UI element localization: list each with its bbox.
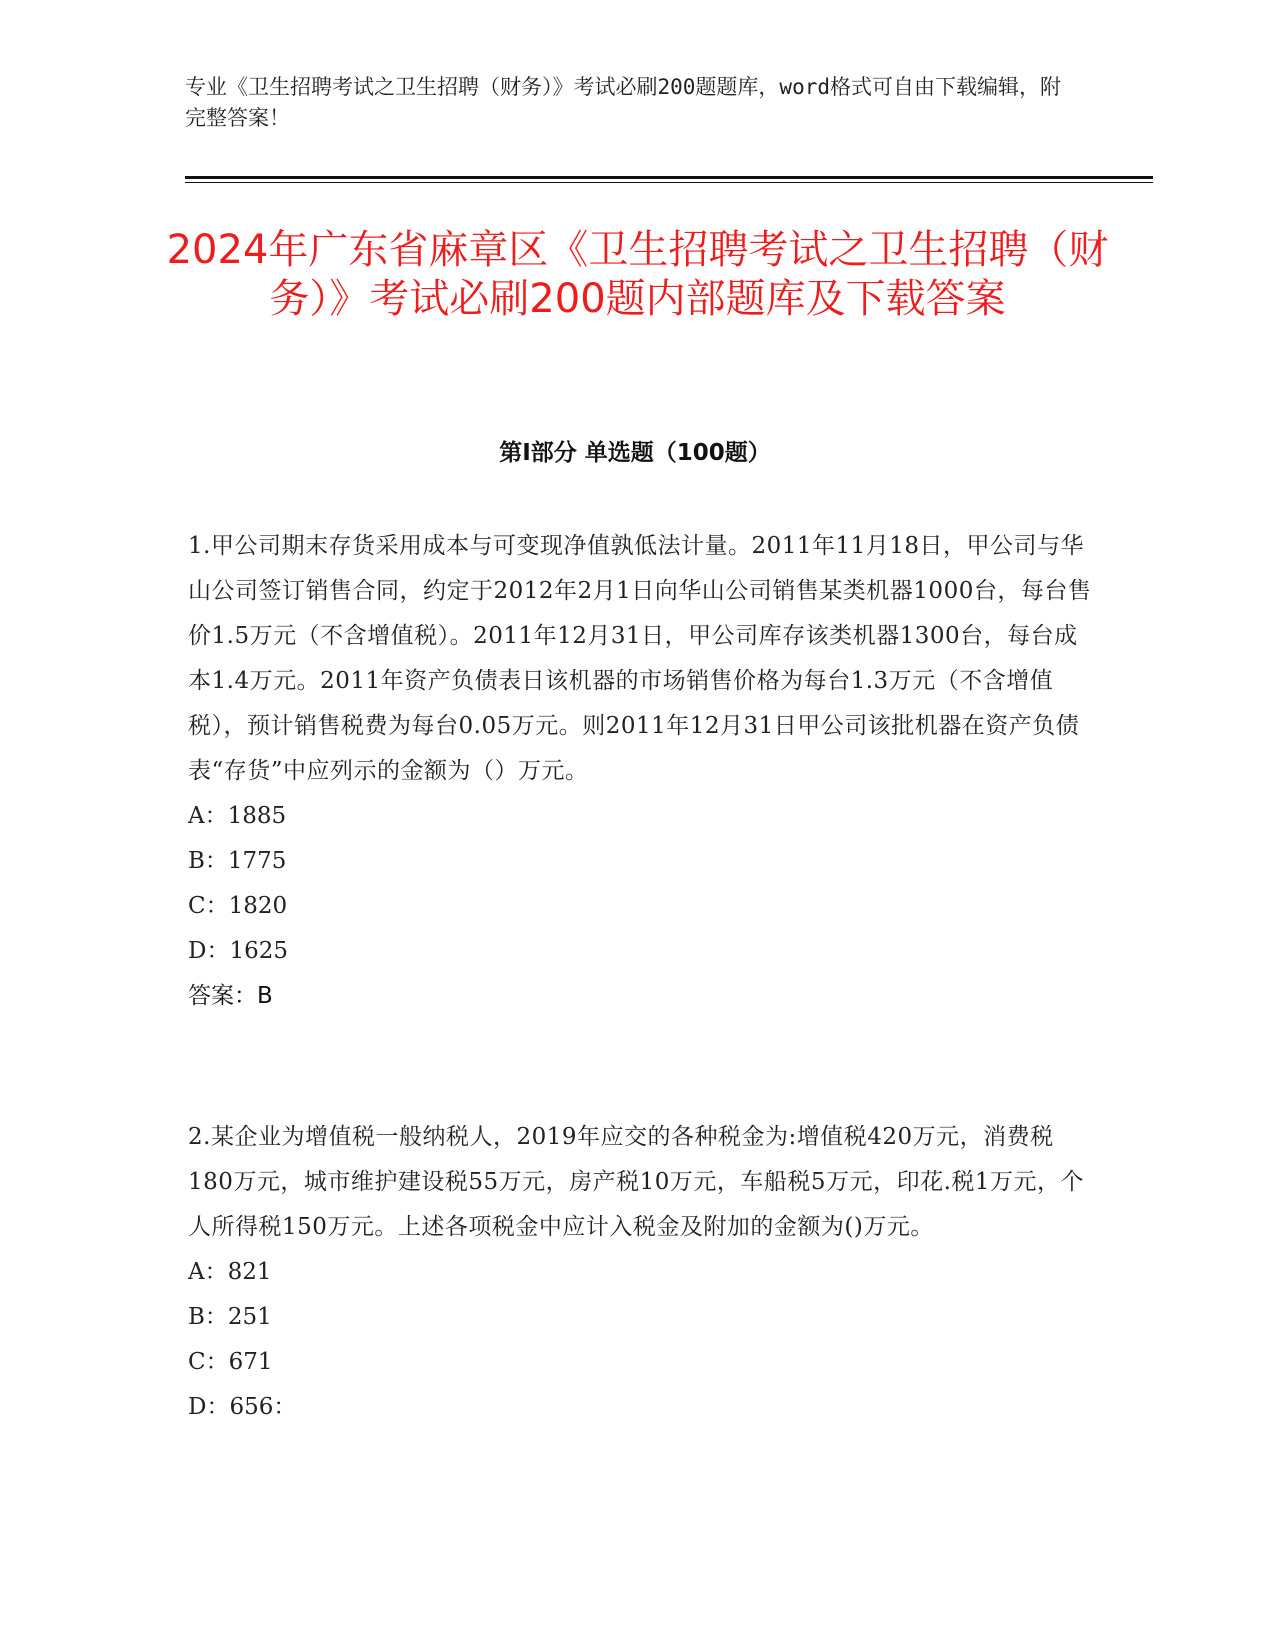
option-b: B：1775 [188, 848, 287, 874]
header-divider-thick [185, 176, 1153, 179]
question-2 [188, 1115, 1093, 1430]
option-b: B：251 [188, 1304, 272, 1330]
option-a: A：821 [188, 1259, 272, 1285]
option-c: C：1820 [188, 893, 288, 919]
header-note: 专业《卫生招聘考试之卫生招聘（财务）》考试必刷200题题库，word格式可自由下载编辑，附完整答案！ [185, 75, 1061, 130]
document-title: 2024年广东省麻章区《卫生招聘考试之卫生招聘（财务）》考试必刷200题内部题库及下载答案 [166, 227, 1109, 322]
option-d: D：656： [188, 1394, 297, 1420]
question-stem: 2.某企业为增值税一般纳税人，2019年应交的各种税金为:增值税420万元，消费税180万元，城市维护建设税55万元，房产税10万元，车船税5万元，印花.税1万元，个人所得税150万元。上述各项税金中应计入税金及附加的金额为()万元。 [188, 1124, 1085, 1240]
option-a: A：1885 [188, 803, 287, 829]
header-divider-thin [185, 182, 1153, 183]
option-d: D：1625 [188, 938, 288, 964]
section-title: 第Ⅰ部分 单选题（100题） [499, 440, 771, 466]
question-1 [188, 524, 1093, 1019]
question-stem: 1.甲公司期末存货采用成本与可变现净值孰低法计量。2011年11月18日，甲公司与华山公司签订销售合同，约定于2012年2月1日向华山公司销售某类机器1000台，每台售价1.5万元（不含增值税）。2011年12月31日，甲公司库存该类机器1300台，每台成本1.4万元。2011年资产负债表日该机器的市场销售价格为每台1.3万元（不含增值税），预计销售税费为每台0.05万元。则2011年12月31日甲公司该批机器在资产负债表“存货”中应列示的金额为（）万元。 [188, 533, 1092, 784]
answer: 答案：B [188, 983, 273, 1009]
option-c: C：671 [188, 1349, 273, 1375]
